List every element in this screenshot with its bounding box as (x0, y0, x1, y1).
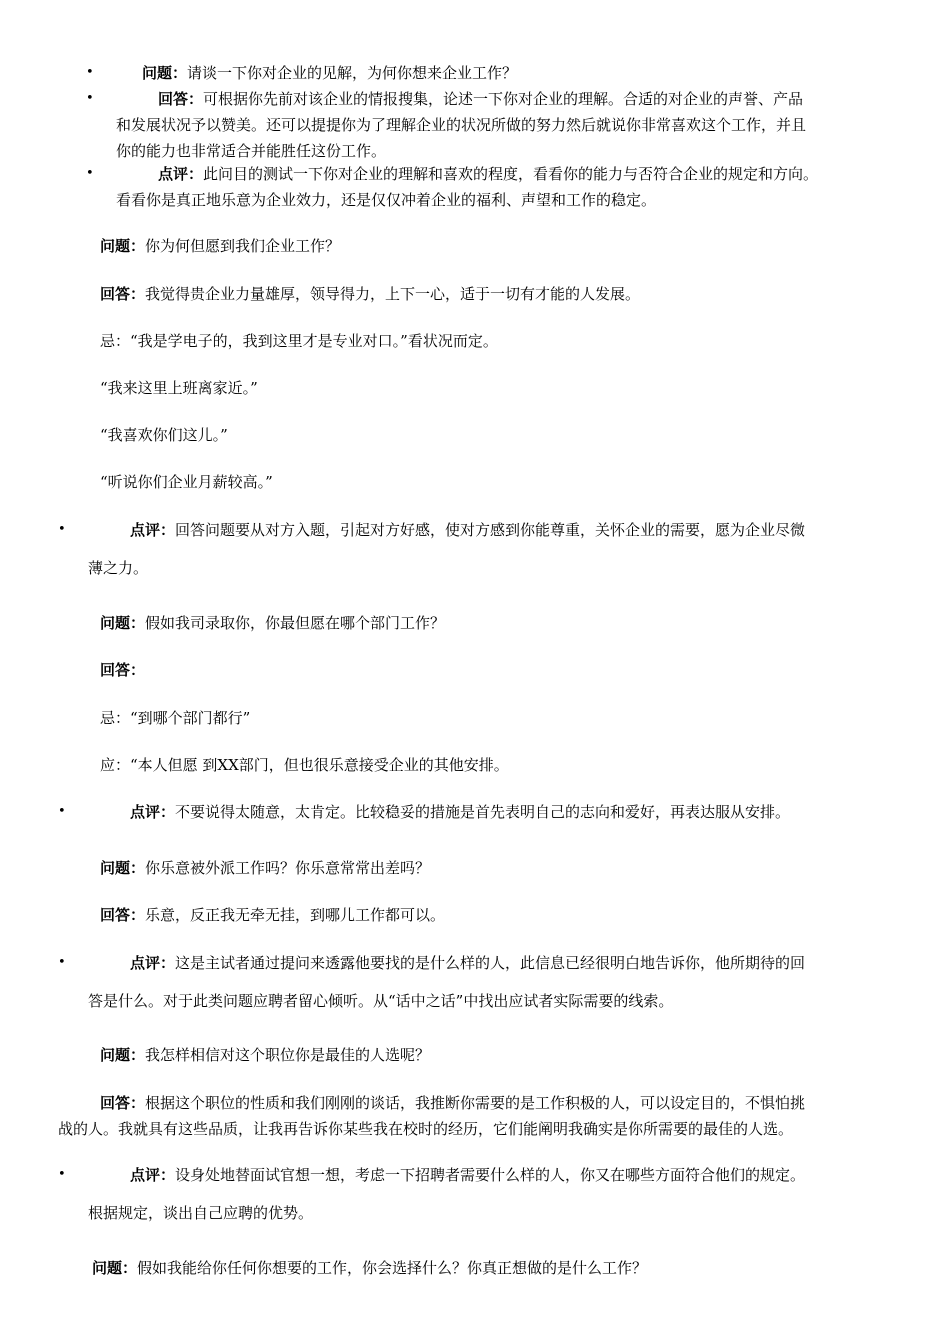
question-text: 假如我司录取你，你最但愿在哪个部门工作？ (145, 614, 446, 632)
s1-answer-line-2: 和发展状况予以赞美。还可以提提你为了理解企业的状况所做的努力然后就说你非常喜欢这个工作，并且 (116, 116, 807, 134)
answer-text: 我觉得贵企业力量雄厚，领导得力，上下一心，适于一切有才能的人发展。 (145, 285, 641, 303)
question-text: 我怎样相信对这个职位你是最佳的人选呢？ (145, 1046, 431, 1064)
bullet-icon: • (86, 166, 94, 181)
s2-avoid: 忌：“我是学电子的，我到这里才是专业对口。”看状况而定。 (100, 332, 498, 350)
answer-label: 回答： (100, 906, 146, 924)
comment-label: 点评： (158, 165, 204, 183)
comment-text: 此问目的测试一下你对企业的理解和喜欢的程度，看看你的能力与否符合企业的规定和方向。 (203, 165, 819, 183)
bullet-icon: • (58, 804, 66, 819)
question-text: 请谈一下你对企业的见解，为何你想来企业工作？ (187, 64, 518, 82)
s2-comment-line-1 (130, 517, 805, 543)
s5-comment-line-2: 根据规定，谈出自己应聘的优势。 (88, 1204, 314, 1222)
question-label: 问题： (100, 614, 146, 632)
s1-question (142, 60, 517, 86)
s3-answer-label (100, 657, 145, 683)
question-text: 你为何但愿到我们企业工作？ (145, 237, 341, 255)
answer-label: 回答： (100, 661, 146, 679)
s3-should: 应：“本人但愿 到XX部门，但也很乐意接受企业的其他安排。 (100, 756, 509, 774)
question-label: 问题： (100, 237, 146, 255)
question-label: 问题： (92, 1259, 138, 1277)
s4-comment-line-2: 答是什么。对于此类问题应聘者留心倾听。从“话中之话”中找出应试者实际需要的线索。 (88, 992, 674, 1010)
s3-comment (130, 799, 790, 825)
s4-comment-line-1 (130, 950, 805, 976)
s2-answer (100, 281, 640, 307)
question-text: 假如我能给你任何你想要的工作，你会选择什么？你真正想做的是什么工作？ (137, 1259, 648, 1277)
s1-comment-line-1 (158, 161, 818, 187)
comment-text: 不要说得太随意，太肯定。比较稳妥的措施是首先表明自己的志向和爱好，再表达服从安排。 (175, 803, 791, 821)
s5-answer-line-2: 战的人。我就具有这些品质，让我再告诉你某些我在校时的经历，它们能阐明我确实是你所需要的最佳的人选。 (58, 1120, 794, 1138)
comment-label: 点评： (130, 1166, 176, 1184)
bullet-icon: • (86, 65, 94, 80)
answer-label: 回答： (100, 285, 146, 303)
s6-question (92, 1255, 647, 1281)
s1-comment-line-2: 看看你是真正地乐意为企业效力，还是仅仅冲着企业的福利、声望和工作的稳定。 (116, 191, 657, 209)
question-label: 问题： (100, 1046, 146, 1064)
s1-answer-line-1 (158, 86, 803, 112)
s2-question (100, 233, 340, 259)
s4-answer (100, 902, 445, 928)
s4-question (100, 855, 430, 881)
answer-text: 可根据你先前对该企业的情报搜集，论述一下你对企业的理解。合适的对企业的声誉、产品 (203, 90, 804, 108)
bullet-icon: • (86, 91, 94, 106)
s3-avoid: 忌：“到哪个部门都行” (100, 709, 251, 727)
answer-text: 根据这个职位的性质和我们刚刚的谈话，我推断你需要的是工作积极的人，可以设定目的，不惧怕挑 (145, 1094, 806, 1112)
bullet-icon: • (58, 1167, 66, 1182)
comment-text: 回答问题要从对方入题，引起对方好感，使对方感到你能尊重，关怀企业的需要，愿为企业尽微 (175, 521, 806, 539)
s1-answer-line-3: 你的能力也非常适合并能胜任这份工作。 (116, 142, 387, 160)
s5-answer-line-1 (100, 1090, 805, 1116)
answer-label: 回答： (158, 90, 204, 108)
s2-quote-3: “听说你们企业月薪较高。” (100, 473, 273, 491)
s5-comment-line-1 (130, 1162, 805, 1188)
question-label: 问题： (142, 64, 188, 82)
comment-label: 点评： (130, 521, 176, 539)
question-text: 你乐意被外派工作吗？你乐意常常出差吗？ (145, 859, 431, 877)
answer-text: 乐意，反正我无牵无挂，到哪儿工作都可以。 (145, 906, 446, 924)
comment-text: 设身处地替面试官想一想，考虑一下招聘者需要什么样的人，你又在哪些方面符合他们的规定。 (175, 1166, 806, 1184)
comment-label: 点评： (130, 954, 176, 972)
bullet-icon: • (58, 522, 66, 537)
question-label: 问题： (100, 859, 146, 877)
s5-question (100, 1042, 430, 1068)
s2-quote-1: “我来这里上班离家近。” (100, 379, 258, 397)
comment-text: 这是主试者通过提问来透露他要找的是什么样的人，此信息已经很明白地告诉你，他所期待的回 (175, 954, 806, 972)
s2-quote-2: “我喜欢你们这儿。” (100, 426, 228, 444)
s2-comment-line-2: 薄之力。 (88, 559, 149, 577)
comment-label: 点评： (130, 803, 176, 821)
answer-label: 回答： (100, 1094, 146, 1112)
s3-question (100, 610, 445, 636)
bullet-icon: • (58, 955, 66, 970)
